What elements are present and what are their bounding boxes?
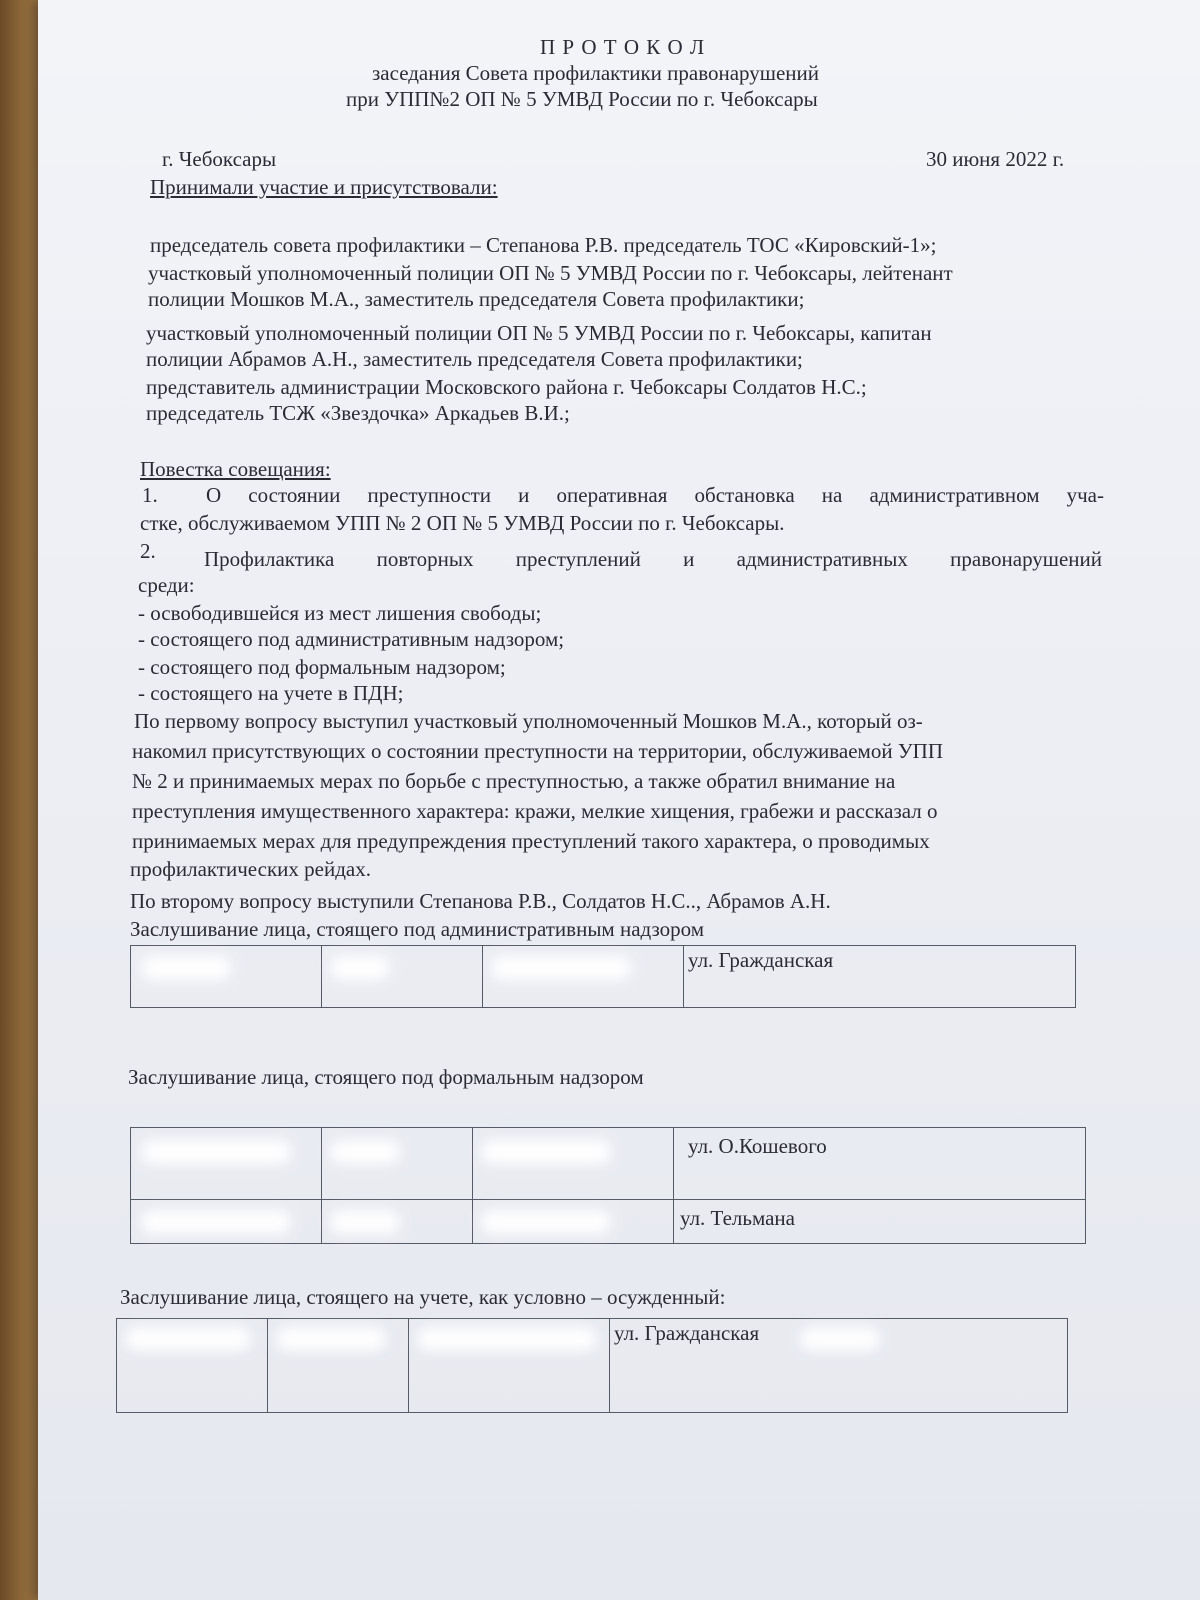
participant-line: полиции Мошков М.А., заместитель председателя Совета профилактики;: [148, 287, 805, 311]
redacted-cell: [131, 1200, 322, 1244]
discussion-line: преступления имущественного характера: кражи, мелкие хищения, грабежи и рассказал о: [132, 799, 938, 823]
document-date: 30 июня 2022 г.: [926, 147, 1065, 171]
agenda-sub-item: - состоящего под формальным надзором;: [138, 655, 506, 679]
redacted-cell: [131, 1128, 322, 1200]
address-cell: ул. О.Кошевого: [674, 1128, 1086, 1200]
document-title: П Р О Т О К О Л: [540, 35, 706, 59]
redacted-cell: [473, 1128, 674, 1200]
participant-line: председатель совета профилактики – Степанова Р.В. председатель ТОС «Кировский-1»;: [150, 233, 937, 257]
agenda-item-text: стке, обслуживаемом УПП № 2 ОП № 5 УМВД России по г. Чебоксары.: [140, 511, 785, 535]
participant-line: председатель ТСЖ «Звездочка» Аркадьев В.И.;: [146, 401, 570, 425]
document-subtitle: заседания Совета профилактики правонарушений: [372, 61, 819, 85]
hearing-heading: Заслушивание лица, стоящего под административным надзором: [130, 917, 705, 941]
hearing-table: [130, 945, 1076, 1008]
document-subtitle: при УПП№2 ОП № 5 УМВД России по г. Чебоксары: [346, 87, 818, 111]
redacted-cell: [117, 1319, 268, 1413]
agenda-item-number: 2.: [140, 539, 156, 563]
agenda-item-text: Профилактика повторных преступлений и административных правонарушений: [204, 547, 1102, 571]
hearing-heading: Заслушивание лица, стоящего на учете, как условно – осужденный:: [120, 1285, 726, 1309]
document-place: г. Чебоксары: [162, 147, 277, 171]
participant-line: представитель администрации Московского района г. Чебоксары Солдатов Н.С.;: [146, 375, 867, 399]
address-cell: ул. Гражданская: [684, 946, 1076, 1008]
redacted-cell: [483, 946, 684, 1008]
agenda-item-number: 1.: [142, 483, 158, 507]
redacted-cell: [131, 946, 322, 1008]
discussion-line: № 2 и принимаемых мерах по борьбе с преступностью, а также обратил внимание на: [132, 769, 896, 793]
redacted-cell: [322, 1128, 473, 1200]
address-cell: ул. Тельмана: [674, 1200, 1086, 1244]
address-cell: [610, 1319, 1068, 1413]
redacted-cell: [473, 1200, 674, 1244]
agenda-item-text: среди:: [138, 573, 195, 597]
agenda-heading: Повестка совещания:: [140, 457, 331, 481]
hearing-heading: Заслушивание лица, стоящего под формальным надзором: [128, 1065, 644, 1089]
hearing-table: [116, 1318, 1068, 1413]
address-text: ул. Гражданская: [614, 1321, 760, 1345]
agenda-sub-item: - освободившейся из мест лишения свободы;: [138, 601, 542, 625]
participant-line: полиции Абрамов А.Н., заместитель председателя Совета профилактики;: [146, 347, 803, 371]
agenda-sub-item: - состоящего под административным надзором;: [138, 627, 565, 651]
agenda-sub-item: - состоящего на учете в ПДН;: [138, 681, 404, 705]
participant-line: участковый уполномоченный полиции ОП № 5 УМВД России по г. Чебоксары, капитан: [146, 321, 932, 345]
discussion-line: профилактических рейдах.: [130, 857, 371, 881]
discussion-line: По первому вопросу выступил участковый уполномоченный Мошков М.А., который оз-: [134, 709, 923, 733]
redacted-cell: [268, 1319, 409, 1413]
redacted-cell: [409, 1319, 610, 1413]
discussion-line: накомил присутствующих о состоянии преступности на территории, обслуживаемой УПП: [132, 739, 944, 763]
agenda-item-text: О состоянии преступности и оперативная обстановка на административном уча-: [206, 483, 1104, 507]
participant-line: участковый уполномоченный полиции ОП № 5 УМВД России по г. Чебоксары, лейтенант: [148, 261, 953, 285]
participants-heading: Принимали участие и присутствовали:: [150, 175, 498, 199]
hearing-table: [130, 1127, 1086, 1244]
redacted-cell: [322, 1200, 473, 1244]
discussion-line: принимаемых мерах для предупреждения преступлений такого характера, о проводимых: [132, 829, 930, 853]
discussion-line: По второму вопросу выступили Степанова Р.В., Солдатов Н.С.., Абрамов А.Н.: [130, 889, 831, 913]
redacted-cell: [322, 946, 483, 1008]
